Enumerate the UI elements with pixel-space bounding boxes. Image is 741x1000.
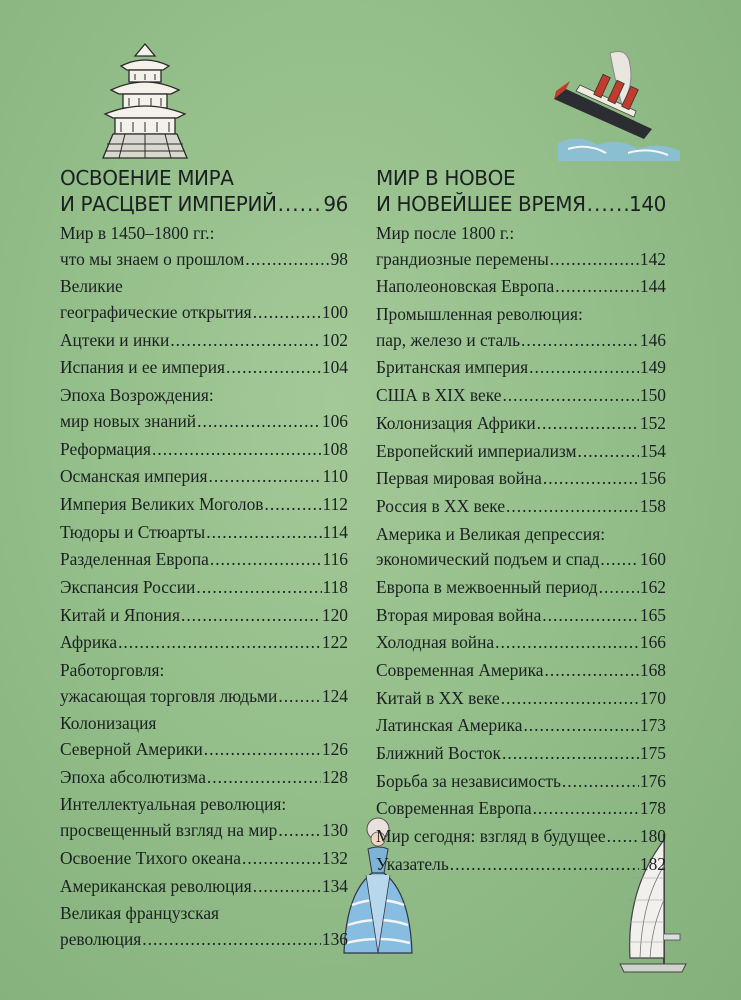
toc-entry[interactable] <box>376 715 666 741</box>
toc-line[interactable] <box>376 854 666 880</box>
page-number: 136 <box>321 928 348 949</box>
toc-entry[interactable] <box>376 798 666 824</box>
toc-text: мир новых знаний <box>60 410 197 431</box>
page-number: 116 <box>322 549 348 570</box>
japanese-castle-icon <box>95 40 195 160</box>
toc-entry[interactable] <box>60 276 348 327</box>
toc-column-left <box>60 165 348 955</box>
toc-line[interactable] <box>376 330 666 356</box>
toc-entry[interactable] <box>376 385 666 411</box>
page-number: 140 <box>629 192 666 216</box>
toc-line[interactable] <box>376 688 666 714</box>
toc-line[interactable] <box>60 632 348 658</box>
toc-line[interactable] <box>60 686 348 712</box>
toc-text: Британская империя <box>376 357 529 378</box>
toc-text: Ближний Восток <box>376 743 501 764</box>
toc-entry[interactable] <box>60 357 348 383</box>
toc-text: Османская империя <box>60 466 208 487</box>
dot-leader <box>118 632 321 653</box>
toc-line[interactable] <box>60 439 348 465</box>
toc-entry[interactable] <box>60 439 348 465</box>
toc-text: Колонизация Африки <box>376 412 536 433</box>
toc-entry[interactable] <box>376 357 666 383</box>
toc-text: Современная Европа <box>376 798 532 819</box>
dot-leader <box>278 191 323 217</box>
toc-line[interactable] <box>376 798 666 824</box>
dot-leader <box>253 302 321 323</box>
toc-entry[interactable] <box>60 223 348 274</box>
dot-leader <box>265 494 322 515</box>
toc-line[interactable] <box>60 549 348 575</box>
toc-text: Россия в XX веке <box>376 495 506 516</box>
toc-text: Европа в межвоенный период <box>376 576 598 597</box>
dot-leader <box>555 276 639 297</box>
page-number: 128 <box>321 766 348 787</box>
sinking-ship-icon <box>548 45 688 165</box>
toc-text: Борьба за независимость <box>376 770 561 791</box>
toc-line[interactable] <box>376 385 666 411</box>
toc-entry[interactable] <box>376 605 666 631</box>
toc-text: грандиозные перемены <box>376 248 549 269</box>
dot-leader <box>501 688 639 709</box>
toc-line[interactable] <box>376 743 666 769</box>
toc-entry[interactable] <box>376 276 666 302</box>
toc-text: ОСВОЕНИЕ МИРА <box>60 166 234 190</box>
toc-line[interactable] <box>376 496 666 522</box>
page-number: 168 <box>639 660 666 680</box>
page-number: 118 <box>322 576 348 597</box>
toc-entry[interactable] <box>60 522 348 548</box>
dot-leader <box>521 330 639 351</box>
toc-entry[interactable] <box>60 632 348 658</box>
dot-leader <box>587 191 628 217</box>
toc-text: Промышленная революция: <box>376 304 583 325</box>
page-number: 178 <box>639 798 666 819</box>
toc-entry[interactable] <box>60 903 348 954</box>
toc-entry[interactable] <box>60 385 348 436</box>
toc-line[interactable] <box>376 413 666 439</box>
page-number: 154 <box>639 440 666 461</box>
toc-line[interactable] <box>60 929 348 955</box>
toc-entry[interactable] <box>60 330 348 356</box>
page-number: 144 <box>639 276 666 297</box>
toc-entry[interactable] <box>376 496 666 522</box>
dot-leader <box>542 605 639 626</box>
dot-leader <box>245 249 329 270</box>
toc-line[interactable] <box>376 660 666 686</box>
dot-leader <box>523 715 638 736</box>
toc-text: Эпоха абсолютизма <box>60 766 206 787</box>
toc-line[interactable] <box>376 632 666 658</box>
toc-entry[interactable] <box>376 468 666 494</box>
toc-line[interactable] <box>60 522 348 548</box>
page-number: 165 <box>639 604 666 625</box>
toc-text: Китай в XX веке <box>376 687 500 708</box>
page-number: 122 <box>321 632 348 653</box>
page-number: 104 <box>321 357 348 378</box>
toc-entry[interactable] <box>60 466 348 492</box>
toc-text: Указатель <box>376 853 449 874</box>
toc-line[interactable] <box>60 577 348 603</box>
page-number: 96 <box>323 192 348 216</box>
page-number: 150 <box>639 385 666 406</box>
toc-text: Испания и ее империя <box>60 357 226 378</box>
toc-entry[interactable] <box>376 826 666 852</box>
toc-line[interactable] <box>60 848 348 874</box>
page-number: 162 <box>639 576 666 597</box>
page-number: 182 <box>639 853 666 874</box>
toc-text: пар, железо и сталь <box>376 329 521 350</box>
section-title-line <box>60 165 348 191</box>
toc-entry[interactable] <box>60 494 348 520</box>
toc-text: Африка <box>60 632 118 653</box>
page-number: 110 <box>322 466 348 487</box>
toc-line[interactable] <box>60 249 348 275</box>
dot-leader <box>578 441 639 462</box>
toc-line[interactable] <box>60 357 348 383</box>
dot-leader <box>550 249 639 270</box>
toc-text: просвещенный взгляд на мир <box>60 820 278 841</box>
dot-leader <box>506 496 639 517</box>
toc-line[interactable] <box>60 660 348 686</box>
toc-entry[interactable] <box>376 743 666 769</box>
dot-leader <box>562 771 639 792</box>
toc-text: что мы знаем о прошлом <box>60 248 245 269</box>
dot-leader <box>529 357 639 378</box>
toc-text: Мир сегодня: взгляд в будущее <box>376 826 606 847</box>
toc-line[interactable] <box>60 739 348 765</box>
page-number: 175 <box>639 743 666 764</box>
toc-entry[interactable] <box>60 876 348 902</box>
toc-line[interactable] <box>60 276 348 302</box>
toc-text: ужасающая торговля людьми <box>60 685 278 706</box>
toc-entry[interactable] <box>376 524 666 575</box>
page-number: 124 <box>321 685 348 706</box>
toc-entry[interactable] <box>60 660 348 711</box>
toc-text: Реформация <box>60 438 151 459</box>
toc-line[interactable] <box>376 357 666 383</box>
toc-text: Ацтеки и инки <box>60 329 170 350</box>
toc-line[interactable] <box>376 715 666 741</box>
toc-line[interactable] <box>60 820 348 846</box>
page-number: 100 <box>321 302 348 323</box>
section-title-line <box>376 165 666 191</box>
toc-text: Тюдоры и Стюарты <box>60 521 206 542</box>
toc-line[interactable] <box>376 524 666 550</box>
dot-leader <box>600 549 639 570</box>
page-number: 152 <box>639 412 666 433</box>
page-number: 180 <box>639 826 666 847</box>
toc-text: Вторая мировая война <box>376 604 542 625</box>
section-title <box>60 165 348 217</box>
page-number: 158 <box>639 495 666 516</box>
page-number: 146 <box>639 329 666 350</box>
page-number: 142 <box>639 248 666 269</box>
dot-leader <box>278 820 321 841</box>
toc-entry[interactable] <box>60 848 348 874</box>
dot-leader <box>207 767 321 788</box>
page-number: 120 <box>321 604 348 625</box>
page-number: 170 <box>639 687 666 708</box>
dot-leader <box>537 413 639 434</box>
toc-entry[interactable] <box>60 767 348 793</box>
toc-line[interactable] <box>376 441 666 467</box>
toc-line[interactable] <box>60 876 348 902</box>
toc-line[interactable] <box>376 304 666 330</box>
toc-line[interactable] <box>376 549 666 575</box>
dot-leader <box>209 466 322 487</box>
dot-leader <box>204 739 321 760</box>
toc-text: Мир после 1800 г.: <box>376 223 515 243</box>
toc-text: революция <box>60 928 142 949</box>
dot-leader <box>210 549 322 570</box>
toc-entry[interactable] <box>376 441 666 467</box>
toc-text: Работорговля: <box>60 660 165 680</box>
toc-line[interactable] <box>376 577 666 603</box>
toc-text: Экспансия России <box>60 576 196 597</box>
page-number: 112 <box>322 493 348 514</box>
page-number: 114 <box>322 521 348 542</box>
toc-line[interactable] <box>60 903 348 929</box>
dot-leader <box>170 330 321 351</box>
toc-line[interactable] <box>376 771 666 797</box>
dot-leader <box>278 686 321 707</box>
dot-leader <box>253 876 321 897</box>
page-number: 149 <box>639 357 666 378</box>
page-number: 106 <box>321 410 348 431</box>
page-number: 108 <box>321 438 348 459</box>
toc-text: Первая мировая война <box>376 468 542 489</box>
toc-text: Американская революция <box>60 875 252 896</box>
toc-line[interactable] <box>60 302 348 328</box>
dot-leader <box>181 605 321 626</box>
toc-text: Интеллектуальная революция: <box>60 794 287 815</box>
toc-line[interactable] <box>376 249 666 275</box>
toc-line[interactable] <box>60 466 348 492</box>
toc-text: Империя Великих Моголов <box>60 493 264 514</box>
toc-line[interactable] <box>376 276 666 302</box>
toc-text: Европейский империализм <box>376 440 577 461</box>
toc-entry[interactable] <box>60 794 348 845</box>
page-number: 98 <box>330 248 348 269</box>
toc-text: Холодная война <box>376 632 495 653</box>
toc-text: Освоение Тихого океана <box>60 847 242 868</box>
toc-line[interactable] <box>60 330 348 356</box>
toc-text: экономический подъем и спад <box>376 549 600 570</box>
toc-entry[interactable] <box>60 713 348 764</box>
toc-line[interactable] <box>60 794 348 820</box>
toc-entry[interactable] <box>376 223 666 274</box>
page-number: 160 <box>639 549 666 570</box>
page-number: 132 <box>321 847 348 868</box>
dot-leader <box>450 854 639 875</box>
toc-entry[interactable] <box>376 688 666 714</box>
toc-text: МИР В НОВОЕ <box>376 166 516 190</box>
toc-text: Америка и Великая депрессия: <box>376 523 606 544</box>
toc-line[interactable] <box>376 605 666 631</box>
toc-text: Китай и Япония <box>60 604 180 625</box>
toc-text: Наполеоновская Европа <box>376 276 555 297</box>
toc-text: Современная Америка <box>376 660 544 680</box>
toc-entry[interactable] <box>376 854 666 880</box>
dot-leader <box>197 411 321 432</box>
page-number: 102 <box>321 329 348 350</box>
toc-text: Разделенная Европа <box>60 549 209 570</box>
toc-line[interactable] <box>60 605 348 631</box>
toc-entry[interactable] <box>376 577 666 603</box>
toc-entry[interactable] <box>376 304 666 355</box>
page-number: 173 <box>639 715 666 736</box>
page-number: 134 <box>321 875 348 896</box>
dot-leader <box>502 743 639 764</box>
dot-leader <box>242 848 321 869</box>
toc-text: Эпоха Возрождения: <box>60 385 214 406</box>
toc-entry[interactable] <box>60 577 348 603</box>
toc-text: Северной Америки <box>60 739 203 760</box>
toc-line[interactable] <box>60 223 348 249</box>
page-number: 176 <box>639 770 666 791</box>
dot-leader <box>495 632 639 653</box>
page-number: 156 <box>639 468 666 489</box>
toc-column-right <box>376 165 666 880</box>
toc-entry[interactable] <box>60 549 348 575</box>
dot-leader <box>607 826 639 847</box>
toc-text: Мир в 1450–1800 гг.: <box>60 223 215 243</box>
toc-text: Колонизация <box>60 713 157 734</box>
dot-leader <box>533 798 639 819</box>
toc-text: Латинская Америка <box>376 715 523 736</box>
dot-leader <box>599 577 639 598</box>
toc-entry[interactable] <box>376 771 666 797</box>
dot-leader <box>196 577 321 598</box>
toc-entry[interactable] <box>376 632 666 658</box>
page-number: 166 <box>639 632 666 653</box>
toc-text: И РАСЦВЕТ ИМПЕРИЙ <box>60 192 277 216</box>
page-number: 130 <box>321 820 348 841</box>
toc-text: Великие <box>60 276 123 297</box>
toc-text: Великая французская <box>60 903 220 924</box>
toc-line[interactable] <box>376 223 666 249</box>
toc-entry[interactable] <box>376 660 666 686</box>
toc-text: И НОВЕЙШЕЕ ВРЕМЯ <box>376 192 586 216</box>
section-title-line <box>60 191 348 217</box>
toc-line[interactable] <box>60 494 348 520</box>
toc-line[interactable] <box>60 713 348 739</box>
dot-leader <box>543 468 639 489</box>
toc-line[interactable] <box>60 411 348 437</box>
dot-leader <box>142 929 321 950</box>
dot-leader <box>206 522 321 543</box>
toc-entry[interactable] <box>60 605 348 631</box>
toc-text: США в XIX веке <box>376 385 502 406</box>
dot-leader <box>226 357 321 378</box>
toc-line[interactable] <box>376 826 666 852</box>
toc-line[interactable] <box>60 767 348 793</box>
toc-line[interactable] <box>376 468 666 494</box>
dot-leader <box>545 660 639 681</box>
toc-line[interactable] <box>60 385 348 411</box>
section-title-line <box>376 191 666 217</box>
page-number: 126 <box>321 739 348 760</box>
dot-leader <box>502 385 638 406</box>
toc-entry[interactable] <box>376 413 666 439</box>
dot-leader <box>152 439 321 460</box>
section-title <box>376 165 666 217</box>
toc-text: географические открытия <box>60 302 252 323</box>
